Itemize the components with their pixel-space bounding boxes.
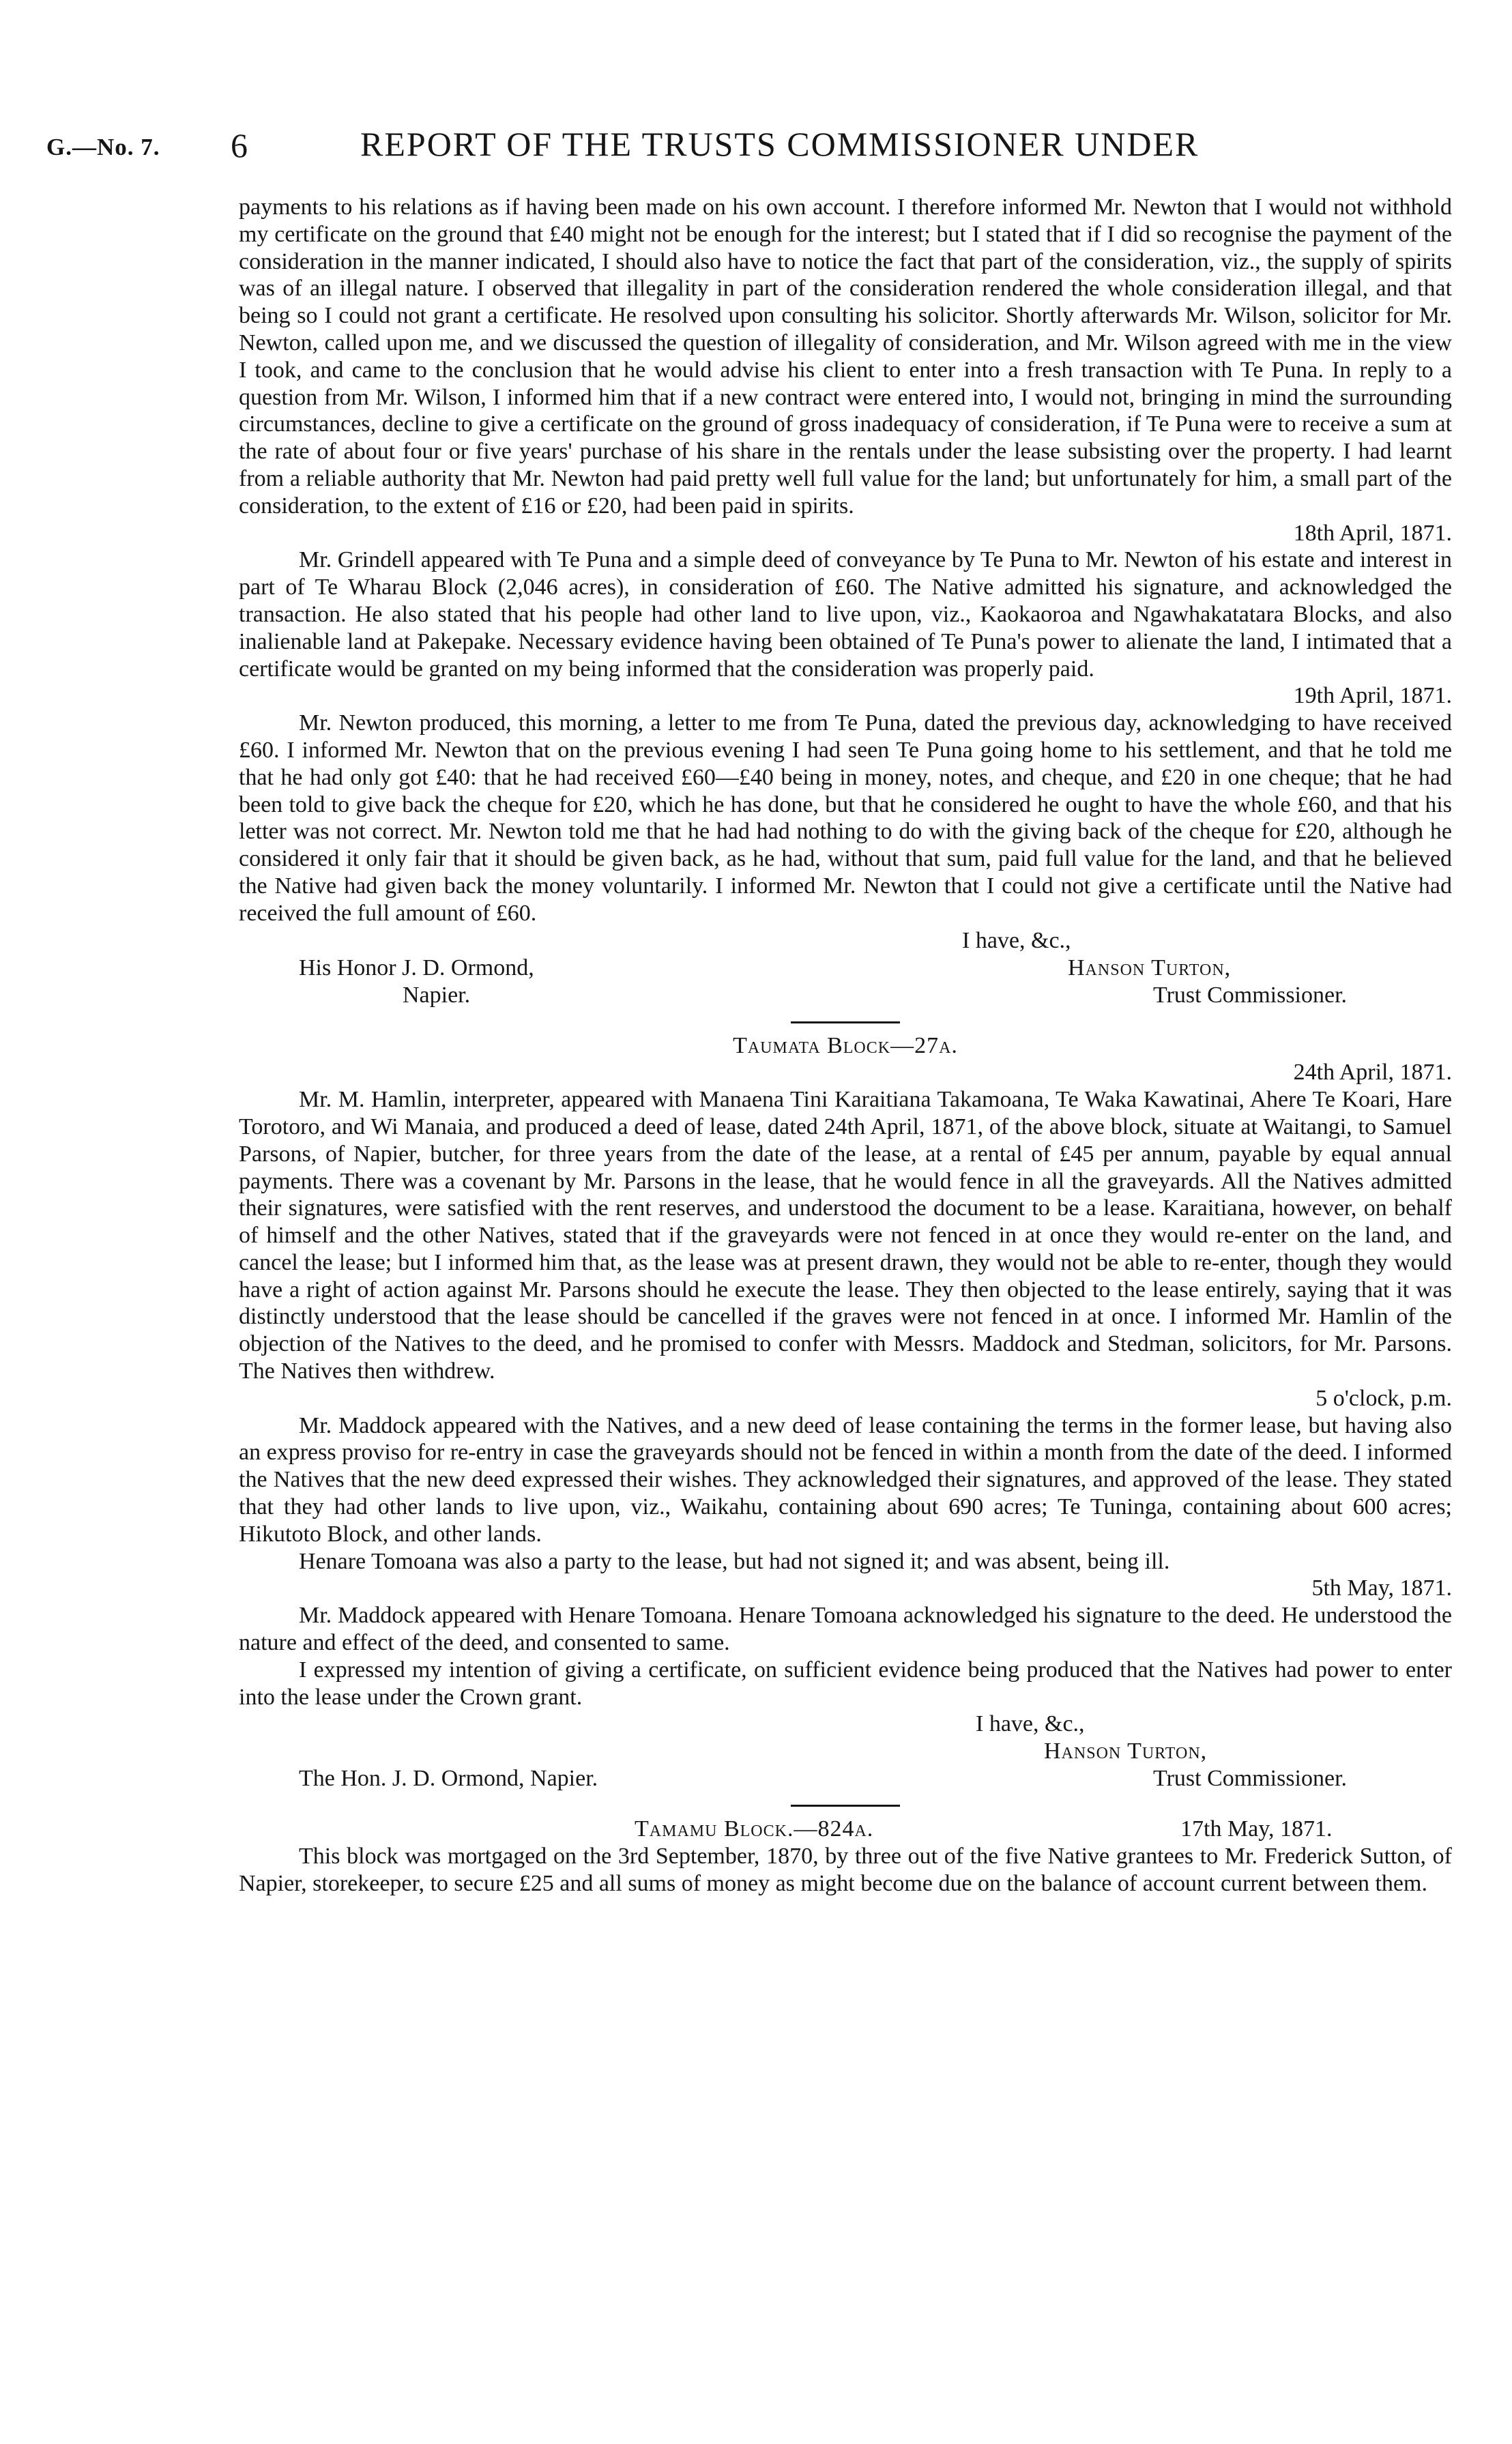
running-title: REPORT OF THE TRUSTS COMMISSIONER UNDER <box>360 125 1200 163</box>
entry-date: 19th April, 1871. <box>1293 683 1452 709</box>
page-number: 6 <box>231 126 248 164</box>
signature-row <box>239 1765 1452 1792</box>
addressee-location: Napier. <box>403 982 471 1008</box>
paragraph: I expressed my intention of giving a certificate, on sufficient evidence being produced that the Natives had power to enter into the lease under the Crown grant. <box>239 1657 1452 1710</box>
letter-closing <box>239 1711 1452 1738</box>
document-reference: G.—No. 7. <box>46 134 160 160</box>
entry-date: 24th April, 1871. <box>1293 1060 1452 1086</box>
section-heading: Tamamu Block.—824a. <box>635 1816 874 1842</box>
addressee: The Hon. J. D. Ormond, Napier. <box>299 1766 598 1792</box>
paragraph: Mr. Maddock appeared with Henare Tomoana. Henare Tomoana acknowledged his signature to the deed. He understood the nature and effect of the deed, and consented to same. <box>239 1603 1452 1656</box>
paragraph: Henare Tomoana was also a party to the lease, but had not signed it; and was absent, being ill. <box>299 1548 1170 1574</box>
paragraph: Mr. Grindell appeared with Te Puna and a simple deed of conveyance by Te Puna to Mr. Newton of his estate and interest in part of Te Wharau Block (2,046 acres), in consideration of £60. The Native admitted his signature, and acknowledged the transaction. He also stated that his people had other land to live upon, viz., Kaokaoroa and Ngawhakatatara Blocks, and also inalienable land at Pakepake. Necessary evidence having been obtained of Te Puna's power to alienate the land, I intimated that a certificate would be granted on my being informed that the consideration was properly paid. <box>239 547 1452 682</box>
paragraph: Mr. M. Hamlin, interpreter, appeared with Manaena Tini Karaitiana Takamoana, Te Waka Kawatinai, Ahere Te Koari, Hare Torotoro, and Wi Manaia, and produced a deed of lease, dated 24th April, 1871, of the above block, situate at Waitangi, to Samuel Parsons, of Napier, butcher, for three years from the date of the lease, at a rental of £45 per annum, payable by equal annual payments. There was a covenant by Mr. Parsons in the lease, that he would fence in all the graveyards. All the Natives admitted their signatures, were satisfied with the rent reserves, and understood the document to be a lease. Karaitiana, however, on behalf of himself and the other Natives, stated that if the graveyards were not fenced in at once they would re-enter on the land, and cancel the lease; but I informed him that, as the lease was at present drawn, they would not be able to re-enter, though they would have a right of action against Mr. Parsons should he execute the lease. They then objected to the lease entirely, saying that it was distinctly understood that the lease should be cancelled if the graves were not fenced in at once. I informed Mr. Hamlin of the objection of the Natives to the deed, and he promised to confer with Messrs. Maddock and Stedman, solicitors, for Mr. Parsons. The Natives then withdrew. <box>239 1087 1452 1384</box>
signature-row <box>239 982 1452 1009</box>
closing-phrase: I have, &c., <box>962 927 1071 953</box>
page-header <box>46 124 1321 172</box>
signer-name: Hanson Turton, <box>1044 1739 1208 1764</box>
section-heading-row <box>239 1816 1452 1843</box>
paragraph: Mr. Maddock appeared with the Natives, and a new deed of lease containing the terms in the former lease, but having also an express proviso for re-entry in case the graveyards should not be fenced in within a month from the date of the deed. I informed the Natives that the new deed expressed their wishes. They acknowledged their signatures, and approved of the lease. They stated that they had other lands to live upon, viz., Waikahu, containing about 690 acres; Te Tuninga, containing about 600 acres; Hikutoto Block, and other lands. <box>239 1412 1452 1547</box>
signer-name: Hanson Turton, <box>1068 955 1232 980</box>
section-divider <box>239 1799 1452 1812</box>
paragraph: Mr. Newton produced, this morning, a letter to me from Te Puna, dated the previous day, acknowledging to have received £60. I informed Mr. Newton that on the previous evening I had seen Te Puna going home to his settlement, and that he told me that he had only got £40: that he had received £60—£40 being in money, notes, and cheque, and £20 in one cheque; that he had been told to give back the cheque for £20, which he has done, but that he considered he ought to have the whole £60, and that his letter was not correct. Mr. Newton told me that he had had nothing to do with the giving back of the cheque for £20, although he considered it only fair that it should be given back, as he had, without that sum, paid full value for the land, and that he believed the Native had given back the money voluntarily. I informed Mr. Newton that I could not give a certificate until the Native had received the full amount of £60. <box>239 710 1452 926</box>
entry-time: 5 o'clock, p.m. <box>1315 1385 1452 1411</box>
section-heading: Taumata Block—27a. <box>733 1032 958 1058</box>
entry-date: 18th April, 1871. <box>1293 520 1452 546</box>
paragraph: payments to his relations as if having been made on his own account. I therefore informed Mr. Newton that I would not withhold my certificate on the ground that £40 might not be enough for the interest; but I stated that if I did so recognise the payment of the consideration in the manner indicated, I should also have to notice the fact that part of the consideration, viz., the supply of spirits was of an illegal nature. I observed that illegality in part of the consideration rendered the whole consideration illegal, and that being so I could not grant a certificate. He resolved upon consulting his solicitor. Shortly afterwards Mr. Wilson, solicitor for Mr. Newton, called upon me, and we discussed the question of illegality of consideration, and Mr. Wilson agreed with me in the view I took, and came to the conclusion that he would advise his client to enter into a fresh transaction with Te Puna. In reply to a question from Mr. Wilson, I informed him that if a new contract were entered into, I would not, bringing in mind the surrounding circumstances, decline to give a certificate on the ground of gross inadequacy of consideration, if Te Puna were to receive a sum at the rate of about four or five years' purchase of his share in the rentals under the lease subsisting over the property. I had learnt from a reliable authority that Mr. Newton had paid pretty well full value for the land; but unfortunately for him, a small part of the consideration, to the extent of £16 or £20, had been paid in spirits. <box>239 194 1452 519</box>
signature-row <box>239 1738 1452 1765</box>
addressee: His Honor J. D. Ormond, <box>299 955 534 980</box>
letter-closing <box>239 927 1452 955</box>
report-body <box>239 194 1452 1897</box>
signer-title: Trust Commissioner. <box>1153 1766 1348 1792</box>
signature-row <box>239 955 1452 982</box>
entry-date: 5th May, 1871. <box>1311 1575 1452 1601</box>
section-divider <box>239 1016 1452 1028</box>
signer-title: Trust Commissioner. <box>1153 982 1348 1008</box>
paragraph: This block was mortgaged on the 3rd September, 1870, by three out of the five Native grantees to Mr. Frederick Sutton, of Napier, storekeeper, to secure £25 and all sums of money as might become due on the balance of account current between them. <box>239 1844 1452 1897</box>
entry-date: 17th May, 1871. <box>1180 1816 1333 1842</box>
closing-phrase: I have, &c., <box>976 1711 1085 1737</box>
